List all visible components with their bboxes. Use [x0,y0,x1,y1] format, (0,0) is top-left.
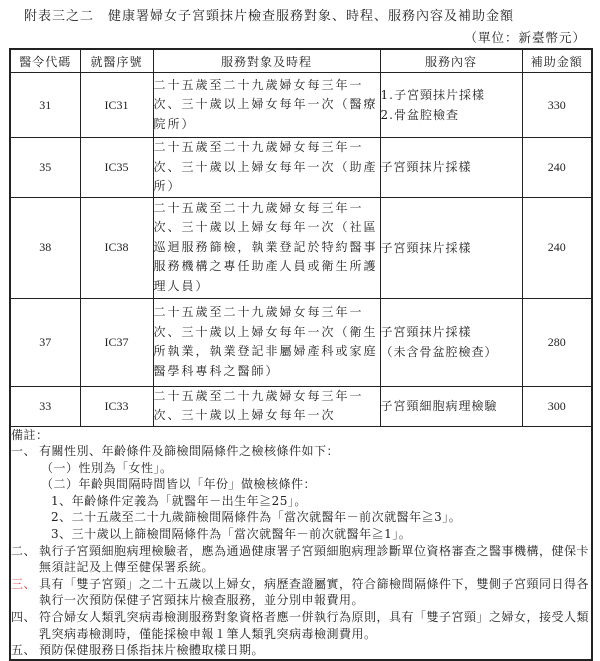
row-amount: 240 [522,138,592,198]
row-target: 二十五歲至二十九歲婦女每三年一次、三十歲以上婦女每年一次（醫療院所） [153,73,380,138]
document-title: 附表三之二 健康署婦女子宮頸抹片檢查服務對象、時程、服務內容及補助金額 [24,9,515,24]
note-subsub-item: 3、三十歲以上篩檢間隔條件為「當次就醫年－前次就醫年≧1」。 [51,527,412,542]
row-target: 二十五歲至二十九歲婦女每三年一次、三十歲以上婦女每年一次（社區巡迴服務篩檢，執業登記於特約醫事服務機構之專任助產人員或衛生所護理人員） [153,197,380,298]
row-target: 二十五歲至二十九歲婦女每三年一次、三十歲以上婦女每年一次 [153,386,380,426]
row-content-line: 子宮頸細胞病理檢驗 [380,399,498,413]
table-row [10,386,592,426]
note-number-highlighted: 三、 [11,576,37,591]
row-seq: IC35 [80,138,153,198]
row-amount: 280 [522,298,592,386]
note-sub-item: （一）性別為「女性」。 [41,460,173,475]
note-number: 二、 [11,543,37,558]
note-item [11,576,591,609]
note-number: 五、 [11,643,37,658]
row-code: 33 [10,386,80,426]
note-text: 執行子宮頸細胞病理檢驗者，應為通過健康署子宮頸細胞病理診斷單位資格審查之醫事機構，健保卡無須註記及上傳至健保署系統。 [39,543,590,575]
row-content-line: 子宮頸抹片採樣 [380,160,472,175]
row-target: 二十五歲至二十九歲婦女每三年一次、三十歲以上婦女每年一次（助產所） [153,138,380,198]
row-seq: IC38 [80,197,153,298]
note-subsub-item: 2、二十五歲至二十九歲篩檢間隔條件為「當次就醫年－前次就醫年≧3」。 [51,510,462,525]
table-header-row [10,49,592,73]
header-amount: 補助金額 [522,49,592,73]
row-code: 37 [10,298,80,386]
header-code: 醫令代碼 [10,49,80,73]
table-row [10,197,592,298]
row-content-line: 子宮頸抹片採樣 [380,240,472,255]
row-seq: IC37 [80,298,153,386]
note-sub-item: （二）年齡與間隔時間皆以「年份」做檢核條件： [41,477,317,492]
note-text: 預防保健服務日係指抹片檢體取樣日期。 [39,643,265,658]
notes-cell [10,426,592,660]
note-number: 四、 [11,610,37,625]
row-target: 二十五歲至二十九歲婦女每三年一次、三十歲以上婦女每年一次（衛生所執業，執業登記非屬婦產科或家庭醫學科專科之醫師） [153,298,380,386]
row-code: 38 [10,197,80,298]
table-row [10,73,592,138]
row-seq: IC33 [80,386,153,426]
currency-unit: （單位：新臺幣元） [464,30,586,45]
row-content [380,298,522,386]
row-content [380,138,522,198]
row-content [380,73,522,138]
row-content [380,386,522,426]
notes-heading: 備註： [11,427,49,442]
row-code: 35 [10,138,80,198]
note-text: 具有「雙子宮頸」之二十五歲以上婦女，病歷查證屬實，符合篩檢間隔條件下，雙側子宮頸同日得各執行一次預防保健子宮頸抹片檢查服務，並分別申報費用。 [39,576,590,608]
row-seq: IC31 [80,73,153,138]
table-row [10,298,592,386]
note-item [11,543,591,576]
note-text: 符合婦女人類乳突病毒檢測服務對象資格者應一併執行為原則，具有「雙子宮頸」之婦女，接受人類乳突病毒檢測時，僅能採檢申報１筆人類乳突病毒檢測費用。 [39,610,590,641]
note-item [11,642,591,659]
row-amount: 330 [522,73,592,138]
note-subsub-item: 1、年齡條件定義為「就醫年－出生年≧25」。 [51,493,307,508]
row-amount: 240 [522,197,592,298]
note-item [11,609,591,642]
header-content: 服務內容 [380,49,522,73]
row-content-line: 2.骨盆腔檢查 [380,108,459,122]
row-content-line: 1.子宮頸抹片採樣 [380,88,485,102]
note-item [11,443,591,460]
row-content-line: 子宮頸抹片採樣 [380,325,472,339]
header-seq: 就醫序號 [80,49,153,73]
row-content [380,197,522,298]
note-text: 有關性別、年齡條件及篩檢間隔條件之檢核條件如下： [39,444,340,459]
table-row [10,138,592,198]
row-content-line: （未含骨盆腔檢查） [380,345,498,359]
notes-row [10,426,592,660]
note-number: 一、 [11,444,37,459]
row-code: 31 [10,73,80,138]
subsidy-table [9,48,593,661]
row-amount: 300 [522,386,592,426]
header-target: 服務對象及時程 [153,49,380,73]
